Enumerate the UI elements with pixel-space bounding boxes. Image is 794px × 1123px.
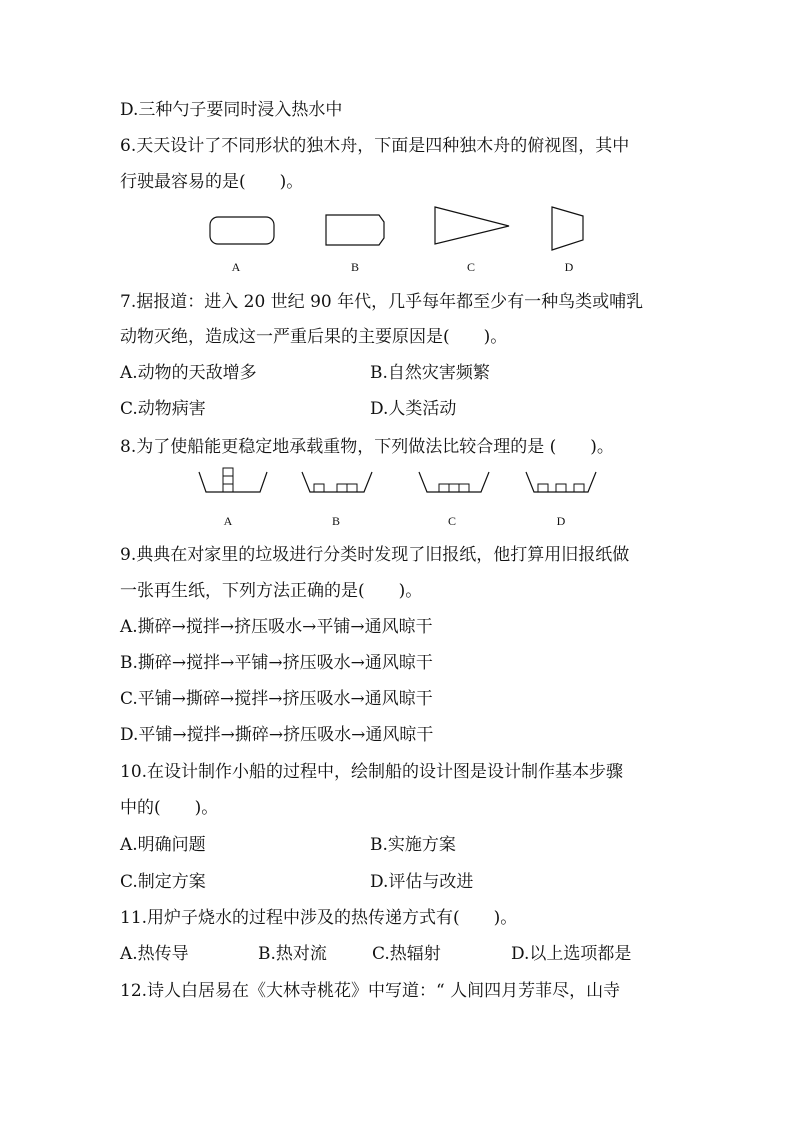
q6-label-b: B [350, 260, 359, 274]
q9-option-c: C.平铺→撕碎→搅拌→挤压吸水→通风晾干 [120, 689, 433, 709]
q8-boat-d [525, 466, 597, 494]
q11-option-b: B.热对流 [258, 944, 327, 964]
q8-boat-b [301, 466, 373, 494]
q6-text-line1: 6.天天设计了不同形状的独木舟，下面是四种独木舟的俯视图，其中 [120, 136, 630, 156]
q7-option-b: B.自然灾害频繁 [370, 363, 490, 383]
q10-option-b: B.实施方案 [370, 835, 456, 855]
q10-text-line1: 10.在设计制作小船的过程中，绘制船的设计图是设计制作基本步骤 [120, 762, 624, 782]
q7-option-d: D.人类活动 [370, 399, 457, 419]
q7-option-c: C.动物病害 [120, 399, 206, 419]
q8-label-c: C [447, 514, 456, 528]
q6-shape-c [434, 206, 510, 246]
q8-label-d: D [556, 514, 566, 528]
q11-option-d: D.以上选项都是 [511, 944, 632, 964]
q10-option-d: D.评估与改进 [370, 872, 474, 892]
q6-text-line2: 行驶最容易的是( )。 [120, 172, 304, 192]
q10-option-a: A.明确问题 [120, 835, 206, 855]
q11-text: 11.用炉子烧水的过程中涉及的热传递方式有( )。 [120, 908, 518, 928]
q9-text-line2: 一张再生纸，下列方法正确的是( )。 [120, 581, 423, 601]
q9-option-a: A.撕碎→搅拌→挤压吸水→平铺→通风晾干 [120, 617, 433, 637]
q9-text-line1: 9.典典在对家里的垃圾进行分类时发现了旧报纸，他打算用旧报纸做 [120, 545, 630, 565]
q8-text: 8.为了使船能更稳定地承载重物，下列做法比较合理的是 ( )。 [120, 437, 614, 457]
q11-option-a: A.热传导 [120, 944, 189, 964]
q6-shape-b [325, 214, 385, 246]
q6-label-d: D [564, 260, 574, 274]
q6-label-c: C [466, 260, 475, 274]
q5-option-d: D.三种勺子要同时浸入热水中 [120, 100, 343, 120]
q12-text-line1: 12.诗人白居易在《大林寺桃花》中写道：“ 人间四月芳菲尽，山寺 [120, 981, 621, 1001]
q6-shape-d [551, 206, 585, 252]
q8-label-a: A [223, 514, 233, 528]
q6-shape-a [209, 216, 275, 246]
q11-option-c: C.热辐射 [372, 944, 441, 964]
q9-option-b: B.撕碎→搅拌→平铺→挤压吸水→通风晾干 [120, 653, 433, 673]
q8-boat-a [198, 466, 268, 494]
q10-text-line2: 中的( )。 [120, 798, 219, 818]
q10-option-c: C.制定方案 [120, 872, 206, 892]
q7-text-line2: 动物灭绝，造成这一严重后果的主要原因是( )。 [120, 327, 508, 347]
q8-boat-c [418, 466, 490, 494]
q7-option-a: A.动物的天敌增多 [120, 363, 257, 383]
q6-label-a: A [231, 260, 241, 274]
q9-option-d: D.平铺→搅拌→撕碎→挤压吸水→通风晾干 [120, 725, 434, 745]
q7-text-line1: 7.据报道：进入 20 世纪 90 年代，几乎每年都至少有一种鸟类或哺乳 [120, 292, 644, 312]
q8-label-b: B [331, 514, 340, 528]
